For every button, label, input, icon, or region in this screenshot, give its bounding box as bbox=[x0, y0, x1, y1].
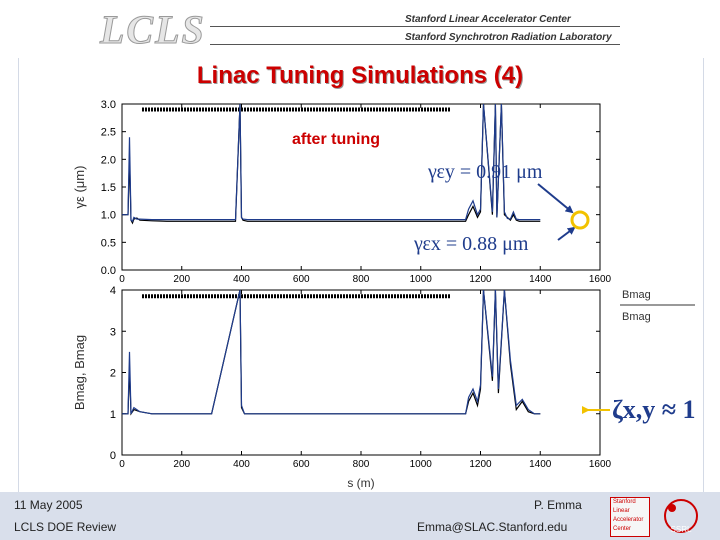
emittance-plot bbox=[72, 99, 612, 285]
y-tick-label: 2.0 bbox=[100, 154, 116, 167]
slac-logo-line: Stanford bbox=[613, 499, 636, 505]
y-tick-label: 4 bbox=[109, 285, 116, 297]
slac-logo-line: Linear bbox=[613, 508, 630, 514]
footer-author: P. Emma bbox=[534, 498, 582, 512]
x-tick-label: 1200 bbox=[469, 274, 492, 285]
y-tick-label: 2.5 bbox=[100, 126, 116, 139]
plot-frame bbox=[122, 290, 600, 455]
x-tick-label: 0 bbox=[119, 274, 125, 285]
x-tick-label: 800 bbox=[352, 274, 370, 285]
x-tick-label: 600 bbox=[292, 274, 310, 285]
y-tick-label: 3.0 bbox=[100, 99, 116, 111]
x-axis-label: s (m) bbox=[347, 476, 375, 490]
legend-label: Bmag bbox=[622, 289, 651, 301]
x-tick-label: 1600 bbox=[588, 459, 612, 470]
footer-event: LCLS DOE Review bbox=[14, 520, 117, 534]
y-tick-label: 1.0 bbox=[100, 209, 116, 222]
y-tick-label: 3 bbox=[109, 326, 116, 339]
x-tick-label: 1400 bbox=[529, 274, 552, 285]
ssrl-logo-text: SSRL bbox=[670, 525, 692, 534]
slide-title: Linac Tuning Simulations (4) bbox=[196, 62, 524, 89]
x-tick-label: 200 bbox=[173, 459, 191, 470]
y-tick-label: 1.5 bbox=[100, 182, 116, 194]
y-tick-label: 1 bbox=[109, 408, 116, 421]
x-tick-label: 400 bbox=[233, 459, 250, 470]
y-tick-label: 0 bbox=[109, 450, 116, 462]
x-tick-label: 0 bbox=[119, 459, 125, 470]
x-tick-label: 1000 bbox=[409, 274, 432, 285]
x-tick-label: 1200 bbox=[469, 459, 492, 470]
y-tick-label: 0.0 bbox=[100, 265, 116, 277]
legend-label: Bmag bbox=[622, 311, 651, 323]
emittance-x-label: γεx = 0.88 μm bbox=[414, 233, 529, 255]
x-tick-label: 1600 bbox=[588, 274, 612, 285]
x-tick-label: 1400 bbox=[529, 459, 552, 470]
org-line-ssrl: Stanford Synchrotron Radiation Laboratory bbox=[405, 32, 612, 43]
org-line-slac: Stanford Linear Accelerator Center bbox=[405, 14, 571, 25]
ssrl-dot bbox=[668, 504, 676, 512]
x-tick-label: 800 bbox=[352, 459, 370, 470]
bmag-plot bbox=[72, 285, 695, 490]
x-tick-label: 200 bbox=[173, 274, 191, 285]
y-axis-label: Bmag, Bmag bbox=[72, 334, 87, 411]
y-tick-label: 0.5 bbox=[100, 237, 116, 250]
x-tick-label: 400 bbox=[233, 274, 250, 285]
slac-logo bbox=[610, 497, 650, 537]
y-tick-label: 2 bbox=[109, 367, 116, 380]
slac-logo-line: Center bbox=[613, 526, 632, 532]
lcls-logo: LCLS bbox=[100, 7, 206, 52]
ssrl-logo bbox=[658, 496, 704, 538]
after-tuning-label: after tuning bbox=[292, 131, 380, 148]
footer-email: Emma@SLAC.Stanford.edu bbox=[417, 520, 568, 534]
zeta-label: ζx,y ≈ 1 bbox=[612, 395, 696, 424]
slac-logo-line: Accelerator bbox=[613, 517, 644, 523]
footer-date: 11 May 2005 bbox=[14, 498, 83, 512]
x-tick-label: 600 bbox=[292, 459, 310, 470]
y-axis-label: γε (μm) bbox=[72, 165, 87, 209]
x-tick-label: 1000 bbox=[409, 459, 432, 470]
emittance-y-label: γεy = 0.91 μm bbox=[428, 161, 543, 183]
